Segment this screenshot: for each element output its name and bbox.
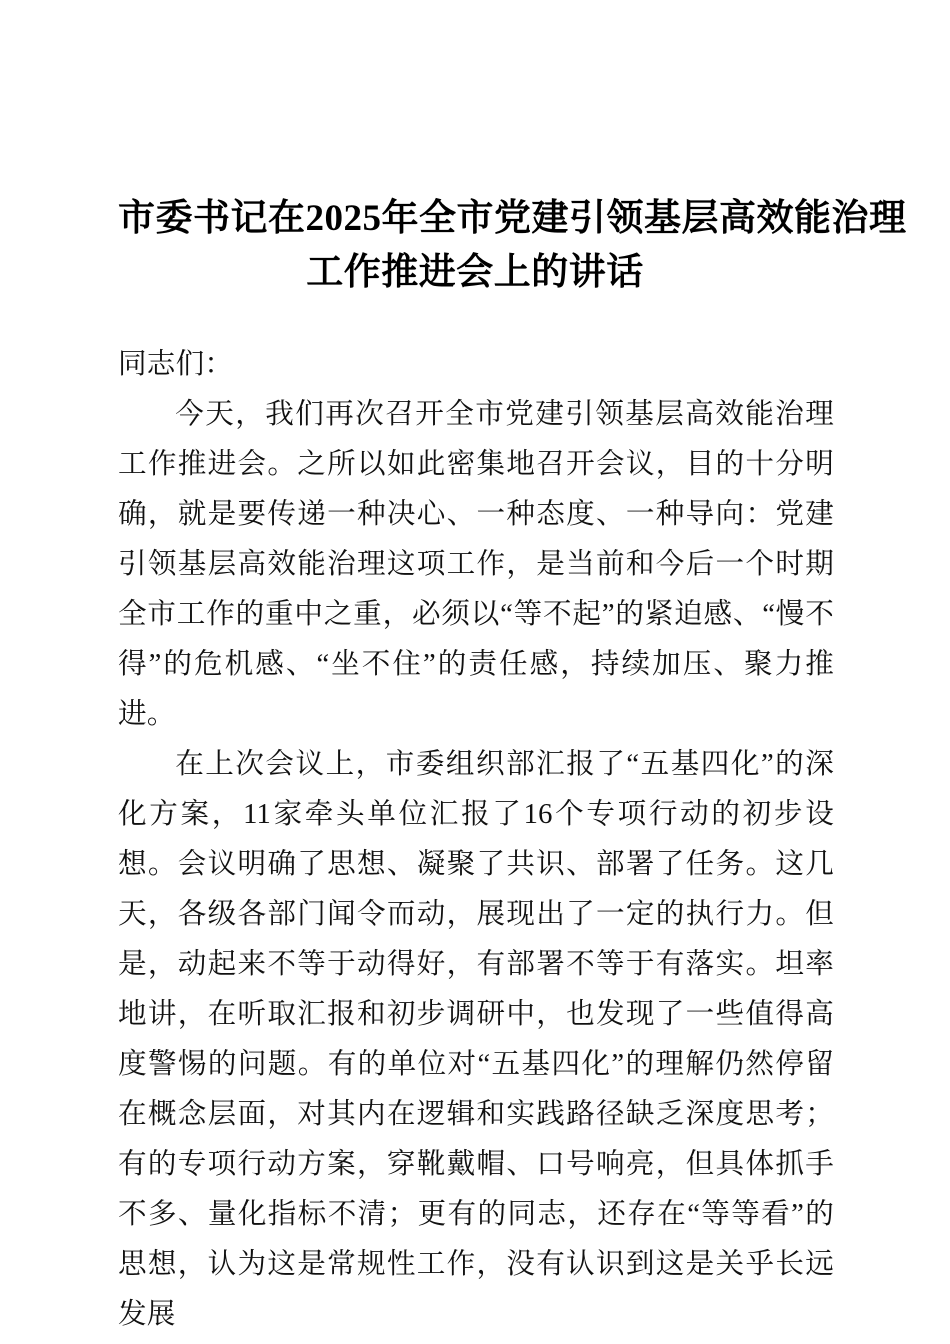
salutation: 同志们： [118,349,234,380]
document-body [118,340,834,1340]
body-paragraph-1: 今天，我们再次召开全市党建引领基层高效能治理工作推进会。之所以如此密集地召开会议，目的十分明确，就是要传递一种决心、一种态度、一种导向：党建引领基层高效能治理这项工作，是当前和今后一个时期全市工作的重中之重，必须以“等不起”的紧迫感、“慢不得”的危机感、“坐不住”的责任感，持续加压、聚力推进。 [118,399,834,730]
document-title-line-2: 工作推进会上的讲话 [306,252,644,293]
document-title [118,192,907,300]
document-title-line-1: 市委书记在2025年全市党建引领基层高效能治理 [118,198,907,239]
body-paragraph-2: 在上次会议上，市委组织部汇报了“五基四化”的深化方案，11家牵头单位汇报了16个专项行动的初步设想。会议明确了思想、凝聚了共识、部署了任务。这几天，各级各部门闻令而动，展现出了一定的执行力。但是，动起来不等于动得好，有部署不等于有落实。坦率地讲，在听取汇报和初步调研中，也发现了一些值得高度警惕的问题。有的单位对“五基四化”的理解仍然停留在概念层面，对其内在逻辑和实践路径缺乏深度思考；有的专项行动方案，穿靴戴帽、口号响亮，但具体抓手不多、量化指标不清；更有的同志，还存在“等等看”的思想，认为这是常规性工作，没有认识到这是关乎长远发展 [118,749,834,1330]
